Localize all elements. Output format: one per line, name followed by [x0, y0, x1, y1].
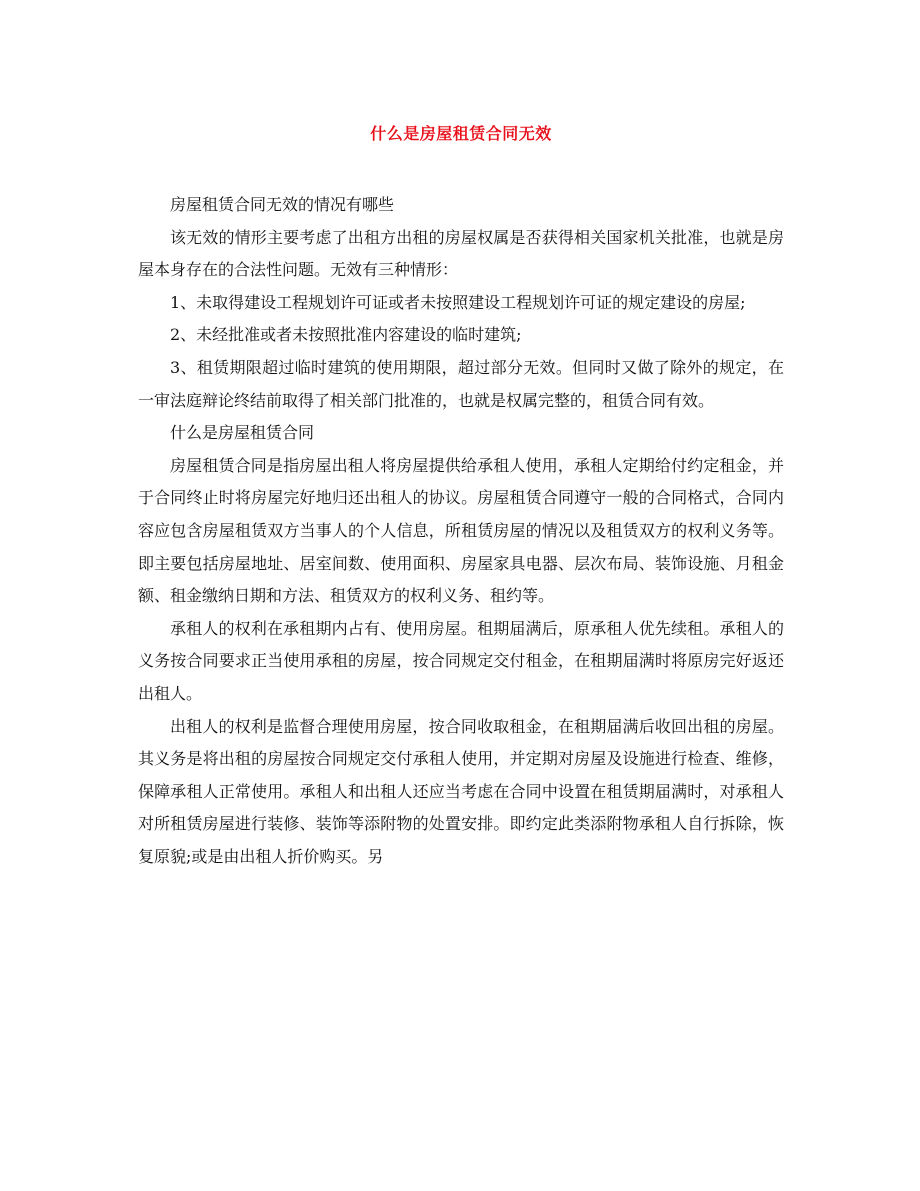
paragraph-heading-what-is-lease: 什么是房屋租赁合同	[170, 423, 315, 443]
document-body	[138, 189, 784, 873]
paragraph: 承租人的权利在承租期内占有、使用房屋。租期届满后，原承租人优先续租。承租人的义务按合同要求正当使用承租的房屋，按合同规定交付租金，在租期届满时将原房完好返还出租人。	[138, 618, 784, 703]
paragraph: 房屋租赁合同是指房屋出租人将房屋提供给承租人使用，承租人定期给付约定租金，并于合同终止时将房屋完好地归还出租人的协议。房屋租赁合同遵守一般的合同格式，合同内容应包含房屋租赁双方当事人的个人信息，所租赁房屋的情况以及租赁双方的权利义务等。即主要包括房屋地址、居室间数、使用面积、房屋家具电器、层次布局、装饰设施、月租金额、租金缴纳日期和方法、租赁双方的权利义务、租约等。	[138, 455, 784, 606]
paragraph: 出租人的权利是监督合理使用房屋，按合同收取租金，在租期届满后收回出租的房屋。其义务是将出租的房屋按合同规定交付承租人使用，并定期对房屋及设施进行检查、维修，保障承租人正常使用。承租人和出租人还应当考虑在合同中设置在租赁期届满时，对承租人对所租赁房屋进行装修、装饰等添附物的处置安排。即约定此类添附物承租人自行拆除，恢复原貌;或是由出租人折价购买。另	[138, 716, 784, 866]
paragraph: 该无效的情形主要考虑了出租方出租的房屋权属是否获得相关国家机关批准，也就是房屋本身存在的合法性问题。无效有三种情形：	[138, 227, 784, 280]
paragraph-heading-invalid-cases: 房屋租赁合同无效的情况有哪些	[170, 195, 395, 214]
paragraph-list-item-1: 1、未取得建设工程规划许可证或者未按照建设工程规划许可证的规定建设的房屋;	[170, 292, 746, 312]
paragraph-list-item-2: 2、未经批准或者未按照批准内容建设的临时建筑;	[170, 325, 522, 345]
paragraph-list-item-3: 3、租赁期限超过临时建筑的使用期限，超过部分无效。但同时又做了除外的规定，在一审法庭辩论终结前取得了相关部门批准的，也就是权属完整的，租赁合同有效。	[138, 357, 784, 410]
document-title: 什么是房屋租赁合同无效	[370, 124, 552, 143]
